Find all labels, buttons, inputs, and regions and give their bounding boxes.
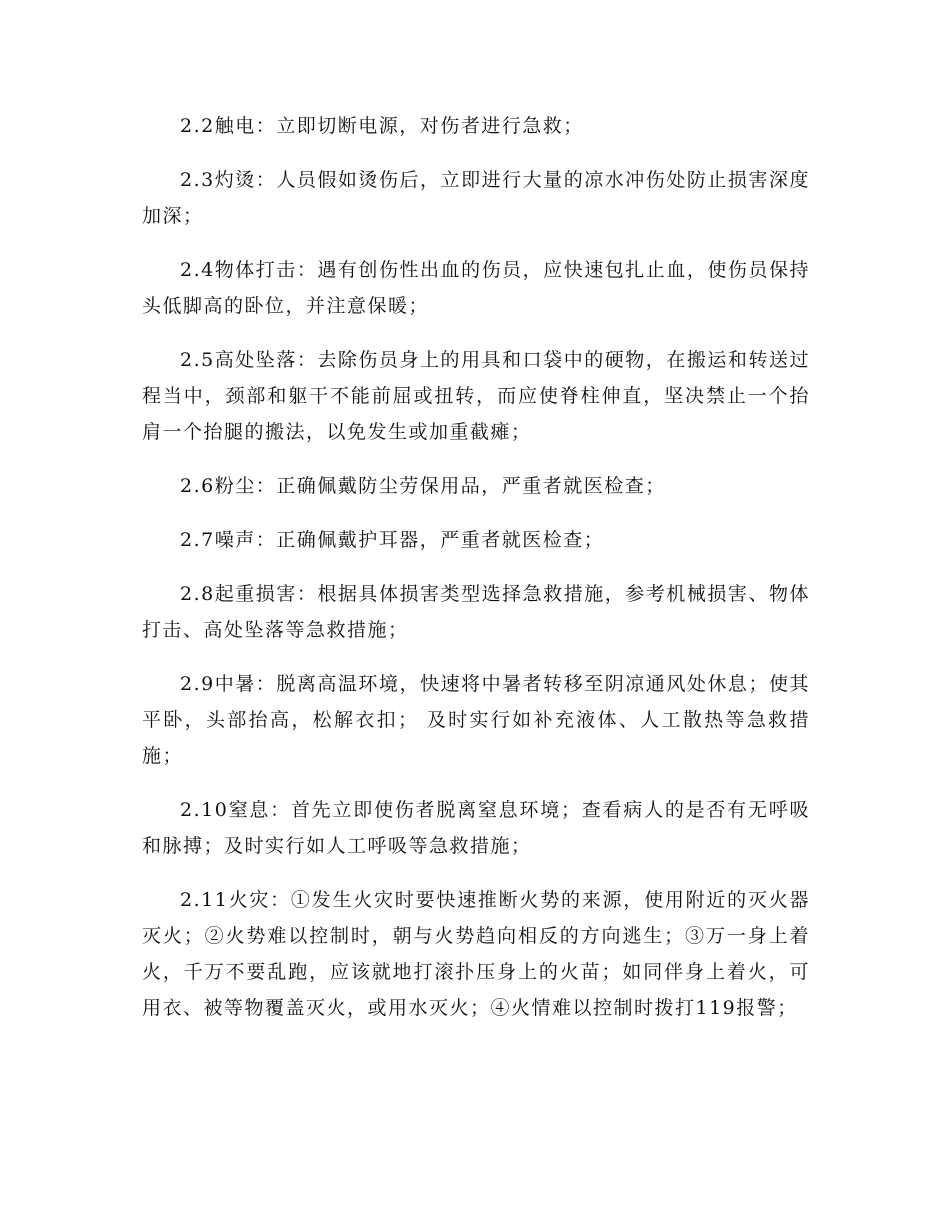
paragraph-burn: 2.3灼烫：人员假如烫伤后，立即进行大量的凉水冲伤处防止损害深度加深； [142,169,810,227]
paragraph-fall-from-height: 2.5高处坠落：去除伤员身上的用具和口袋中的硬物，在搬运和转送过程当中，颈部和躯干不能前屈或扭转，而应使脊柱伸直，坚决禁止一个抬肩一个抬腿的搬法，以免发生或加重截瘫； [142,349,810,443]
paragraph-heatstroke: 2.9中暑：脱离高温环境，快速将中暑者转移至阴凉通风处休息；使其平卧，头部抬高，松解衣扣； 及时实行如补充液体、人工散热等急救措施； [142,673,810,767]
paragraph-fire: 2.11火灾：①发生火灾时要快速推断火势的来源，使用附近的灭火器灭火；②火势难以控制时，朝与火势趋向相反的方向逃生；③万一身上着火，千万不要乱跑，应该就地打滚扑压身上的火苗；如同伴身上着火，可用衣、被等物覆盖灭火，或用水灭火；④火情难以控制时拨打119报警； [142,889,810,1019]
paragraph-electric-shock: 2.2触电：立即切断电源，对伤者进行急救； [180,115,584,137]
paragraph-lifting-injury: 2.8起重损害：根据具体损害类型选择急救措施，参考机械损害、物体打击、高处坠落等急救措施； [142,583,810,641]
document-body [142,108,810,1044]
paragraph-noise: 2.7噪声：正确佩戴护耳器，严重者就医检查； [180,529,605,551]
paragraph-suffocation: 2.10窒息：首先立即使伤者脱离窒息环境；查看病人的是否有无呼吸和脉搏；及时实行如人工呼吸等急救措施； [142,799,810,857]
paragraph-object-strike: 2.4物体打击：遇有创伤性出血的伤员，应快速包扎止血，使伤员保持头低脚高的卧位，并注意保暖； [142,259,810,317]
paragraph-dust: 2.6粉尘：正确佩戴防尘劳保用品，严重者就医检查； [180,475,666,497]
